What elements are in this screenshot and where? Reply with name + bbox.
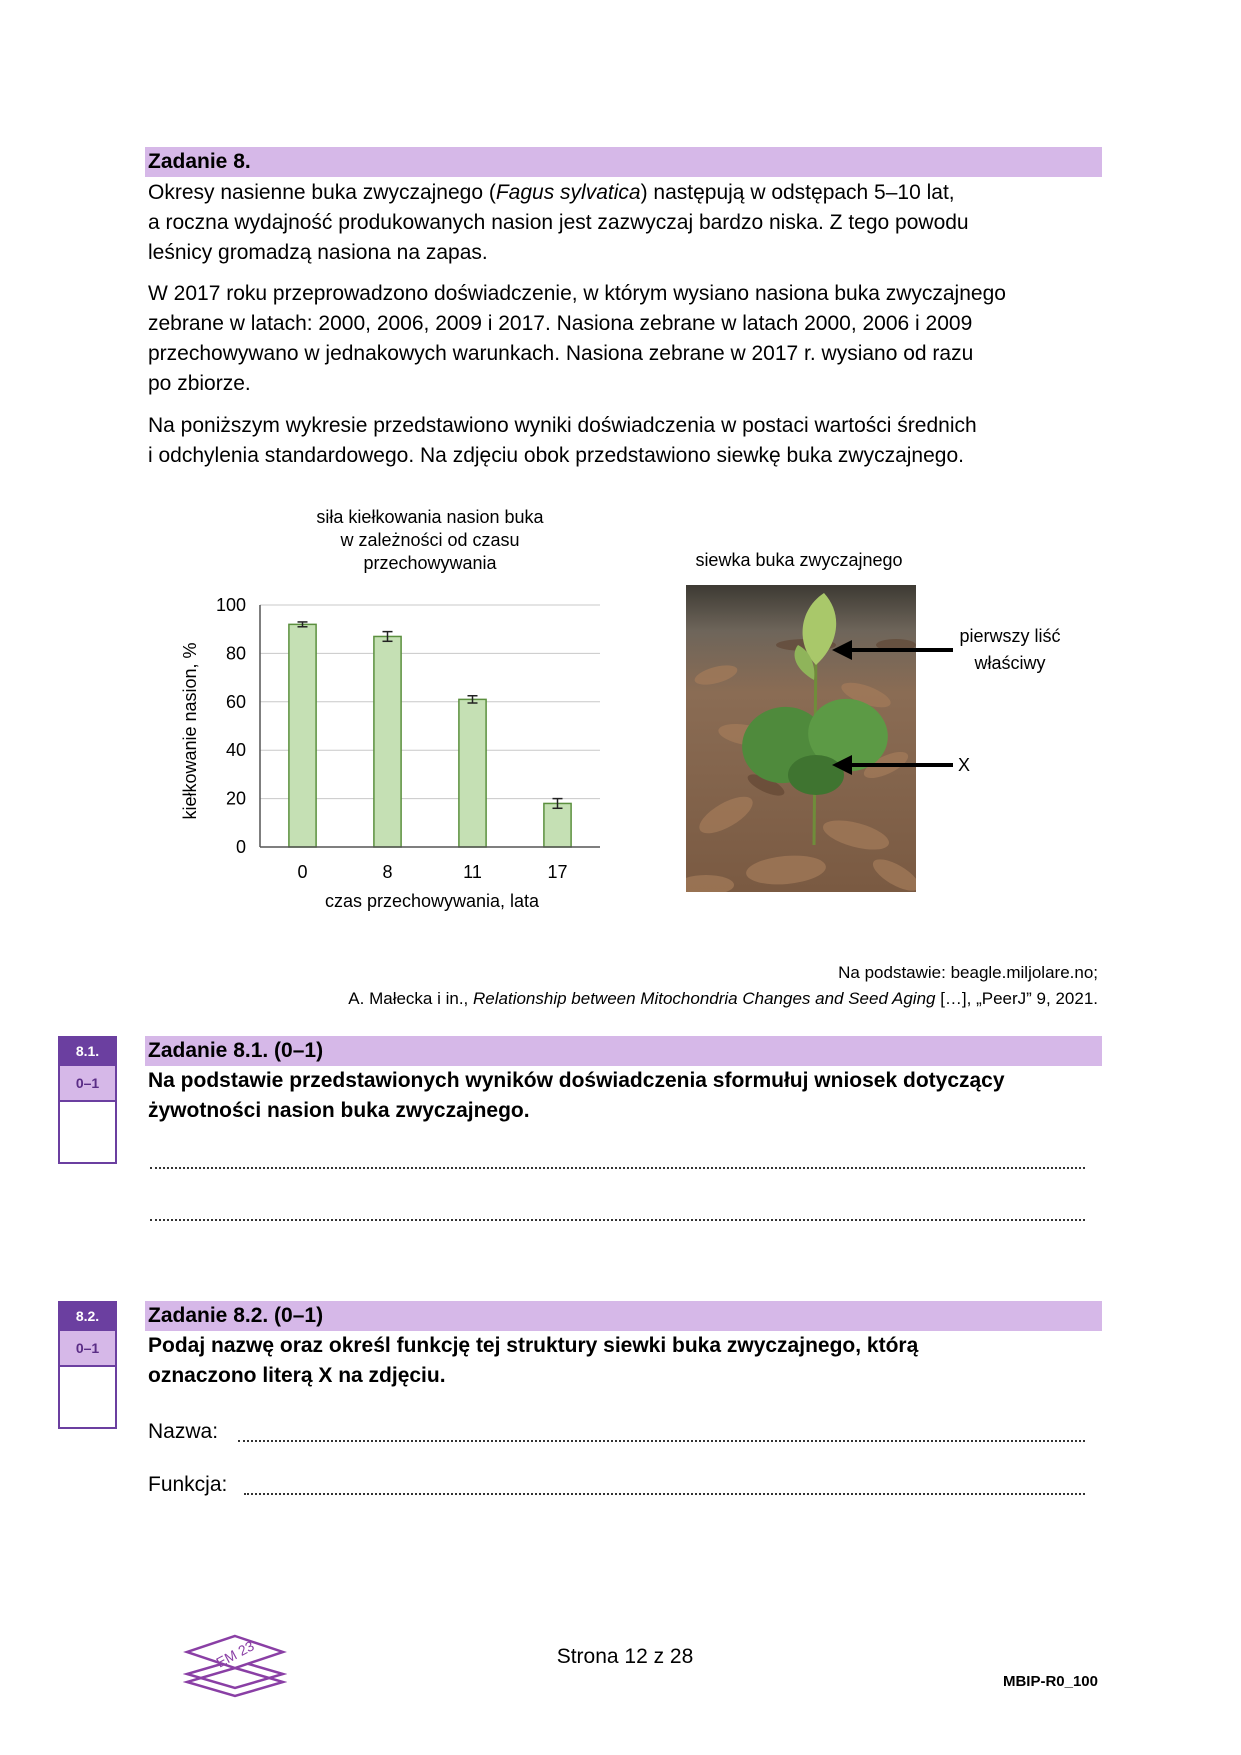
score-field[interactable] [58, 1365, 117, 1429]
experiment-text: W 2017 roku przeprowadzono doświadczenie, w którym wysiano nasiona buka zwyczajnego [148, 282, 1006, 305]
intro-text: leśnicy gromadzą nasiona na zapas. [148, 241, 488, 264]
y-tick-label: 100 [215, 595, 246, 615]
arrow-x [832, 755, 852, 775]
question-text: oznaczono literą X na zdjęciu. [148, 1364, 446, 1387]
logo-text: EM 23 [213, 1637, 257, 1671]
score-range: 0–1 [58, 1066, 117, 1100]
name-label: Nazwa: [148, 1420, 219, 1443]
em23-logo [183, 1632, 287, 1706]
chart-bars [289, 622, 571, 847]
bar-11 [459, 699, 486, 847]
x-tick-labels [297, 862, 567, 882]
intro-text: a roczna wydajność produkowanych nasion jest zazwyczaj bardzo niska. Z tego powodu [148, 211, 969, 234]
task8-experiment [148, 279, 1098, 399]
source-title: Relationship between Mitochondria Changes and Seed Aging [473, 989, 936, 1008]
y-axis-label: kiełkowanie nasion, % [180, 642, 200, 820]
bar-8 [374, 636, 401, 847]
chart-title-line: przechowywania [363, 553, 497, 573]
y-tick-labels [216, 595, 246, 857]
task8-chart-intro [148, 411, 1098, 471]
score-range: 0–1 [58, 1331, 117, 1365]
experiment-text: po zbiorze. [148, 372, 251, 395]
score-id: 8.2. [58, 1301, 117, 1331]
x-tick-label: 17 [547, 862, 568, 882]
y-tick-label: 0 [235, 837, 246, 857]
answer-line[interactable] [150, 1217, 1085, 1221]
chart-intro-text: Na poniższym wykresie przedstawiono wyniki doświadczenia w postaci wartości średnich [148, 414, 977, 437]
y-tick-label: 40 [225, 740, 246, 761]
label-first-leaf-line: pierwszy liść [959, 626, 1061, 646]
x-tick-label: 8 [382, 862, 393, 882]
chart-title-line: siła kiełkowania nasion buka [316, 507, 544, 527]
arrow-first-leaf [832, 640, 852, 660]
task82-title: Zadanie 8.2. (0–1) [145, 1301, 1102, 1331]
intro-text: Okresy nasienne buka zwyczajnego ( [148, 181, 496, 204]
photo-arrows [830, 630, 970, 780]
task8-title: Zadanie 8. [145, 147, 1102, 177]
function-label: Funkcja: [148, 1473, 228, 1496]
label-first-leaf [950, 623, 1070, 677]
score-id: 8.1. [58, 1036, 117, 1066]
task81-title: Zadanie 8.1. (0–1) [145, 1036, 1102, 1066]
source-line: Na podstawie: beagle.miljolare.no; [838, 963, 1098, 982]
intro-text: ) następują w odstępach 5–10 lat, [640, 181, 955, 204]
task8-intro [148, 178, 1098, 268]
y-tick-label: 20 [225, 788, 246, 809]
x-axis-label: czas przechowywania, lata [324, 891, 540, 911]
question-text: żywotności nasion buka zwyczajnego. [148, 1099, 530, 1122]
photo-title: siewka buka zwyczajnego [695, 550, 903, 570]
x-tick-label: 11 [463, 862, 482, 882]
bar-0 [289, 624, 316, 847]
exam-code: MBIP-R0_100 [1002, 1673, 1098, 1690]
chart-title-line: w zależności od czasu [340, 530, 520, 550]
page-number: Strona 12 z 28 [556, 1645, 694, 1668]
score-field[interactable] [58, 1100, 117, 1164]
experiment-text: przechowywano w jednakowych warunkach. Nasiona zebrane w 2017 r. wysiano od razu [148, 342, 974, 365]
label-x: X [958, 755, 971, 775]
task82-question [148, 1331, 1098, 1391]
latin-name: Fagus sylvatica [495, 181, 641, 204]
source-line [348, 989, 1098, 1009]
score-box-8-2 [58, 1301, 117, 1429]
bar-17 [544, 803, 571, 847]
germination-chart [160, 495, 620, 920]
y-tick-label: 80 [225, 643, 246, 664]
source-text: A. Małecka i in., [348, 989, 474, 1008]
label-first-leaf-line: właściwy [974, 653, 1046, 673]
y-tick-label: 60 [225, 691, 246, 712]
chart-title [316, 507, 544, 573]
name-answer-line[interactable] [238, 1438, 1085, 1442]
score-box-8-1 [58, 1036, 117, 1164]
question-text: Podaj nazwę oraz określ funkcję tej struktury siewki buka zwyczajnego, którą [148, 1334, 919, 1357]
task81-question [148, 1066, 1098, 1126]
answer-line[interactable] [150, 1165, 1085, 1169]
x-tick-label: 0 [297, 862, 308, 882]
source-text: […], „PeerJ” 9, 2021. [935, 989, 1098, 1008]
question-text: Na podstawie przedstawionych wyników doświadczenia sformułuj wniosek dotyczący [148, 1069, 1005, 1092]
chart-intro-text: i odchylenia standardowego. Na zdjęciu obok przedstawiono siewkę buka zwyczajnego. [148, 444, 964, 467]
function-answer-line[interactable] [244, 1491, 1085, 1495]
experiment-text: zebrane w latach: 2000, 2006, 2009 i 2017. Nasiona zebrane w latach 2000, 2006 i 2009 [148, 312, 973, 335]
